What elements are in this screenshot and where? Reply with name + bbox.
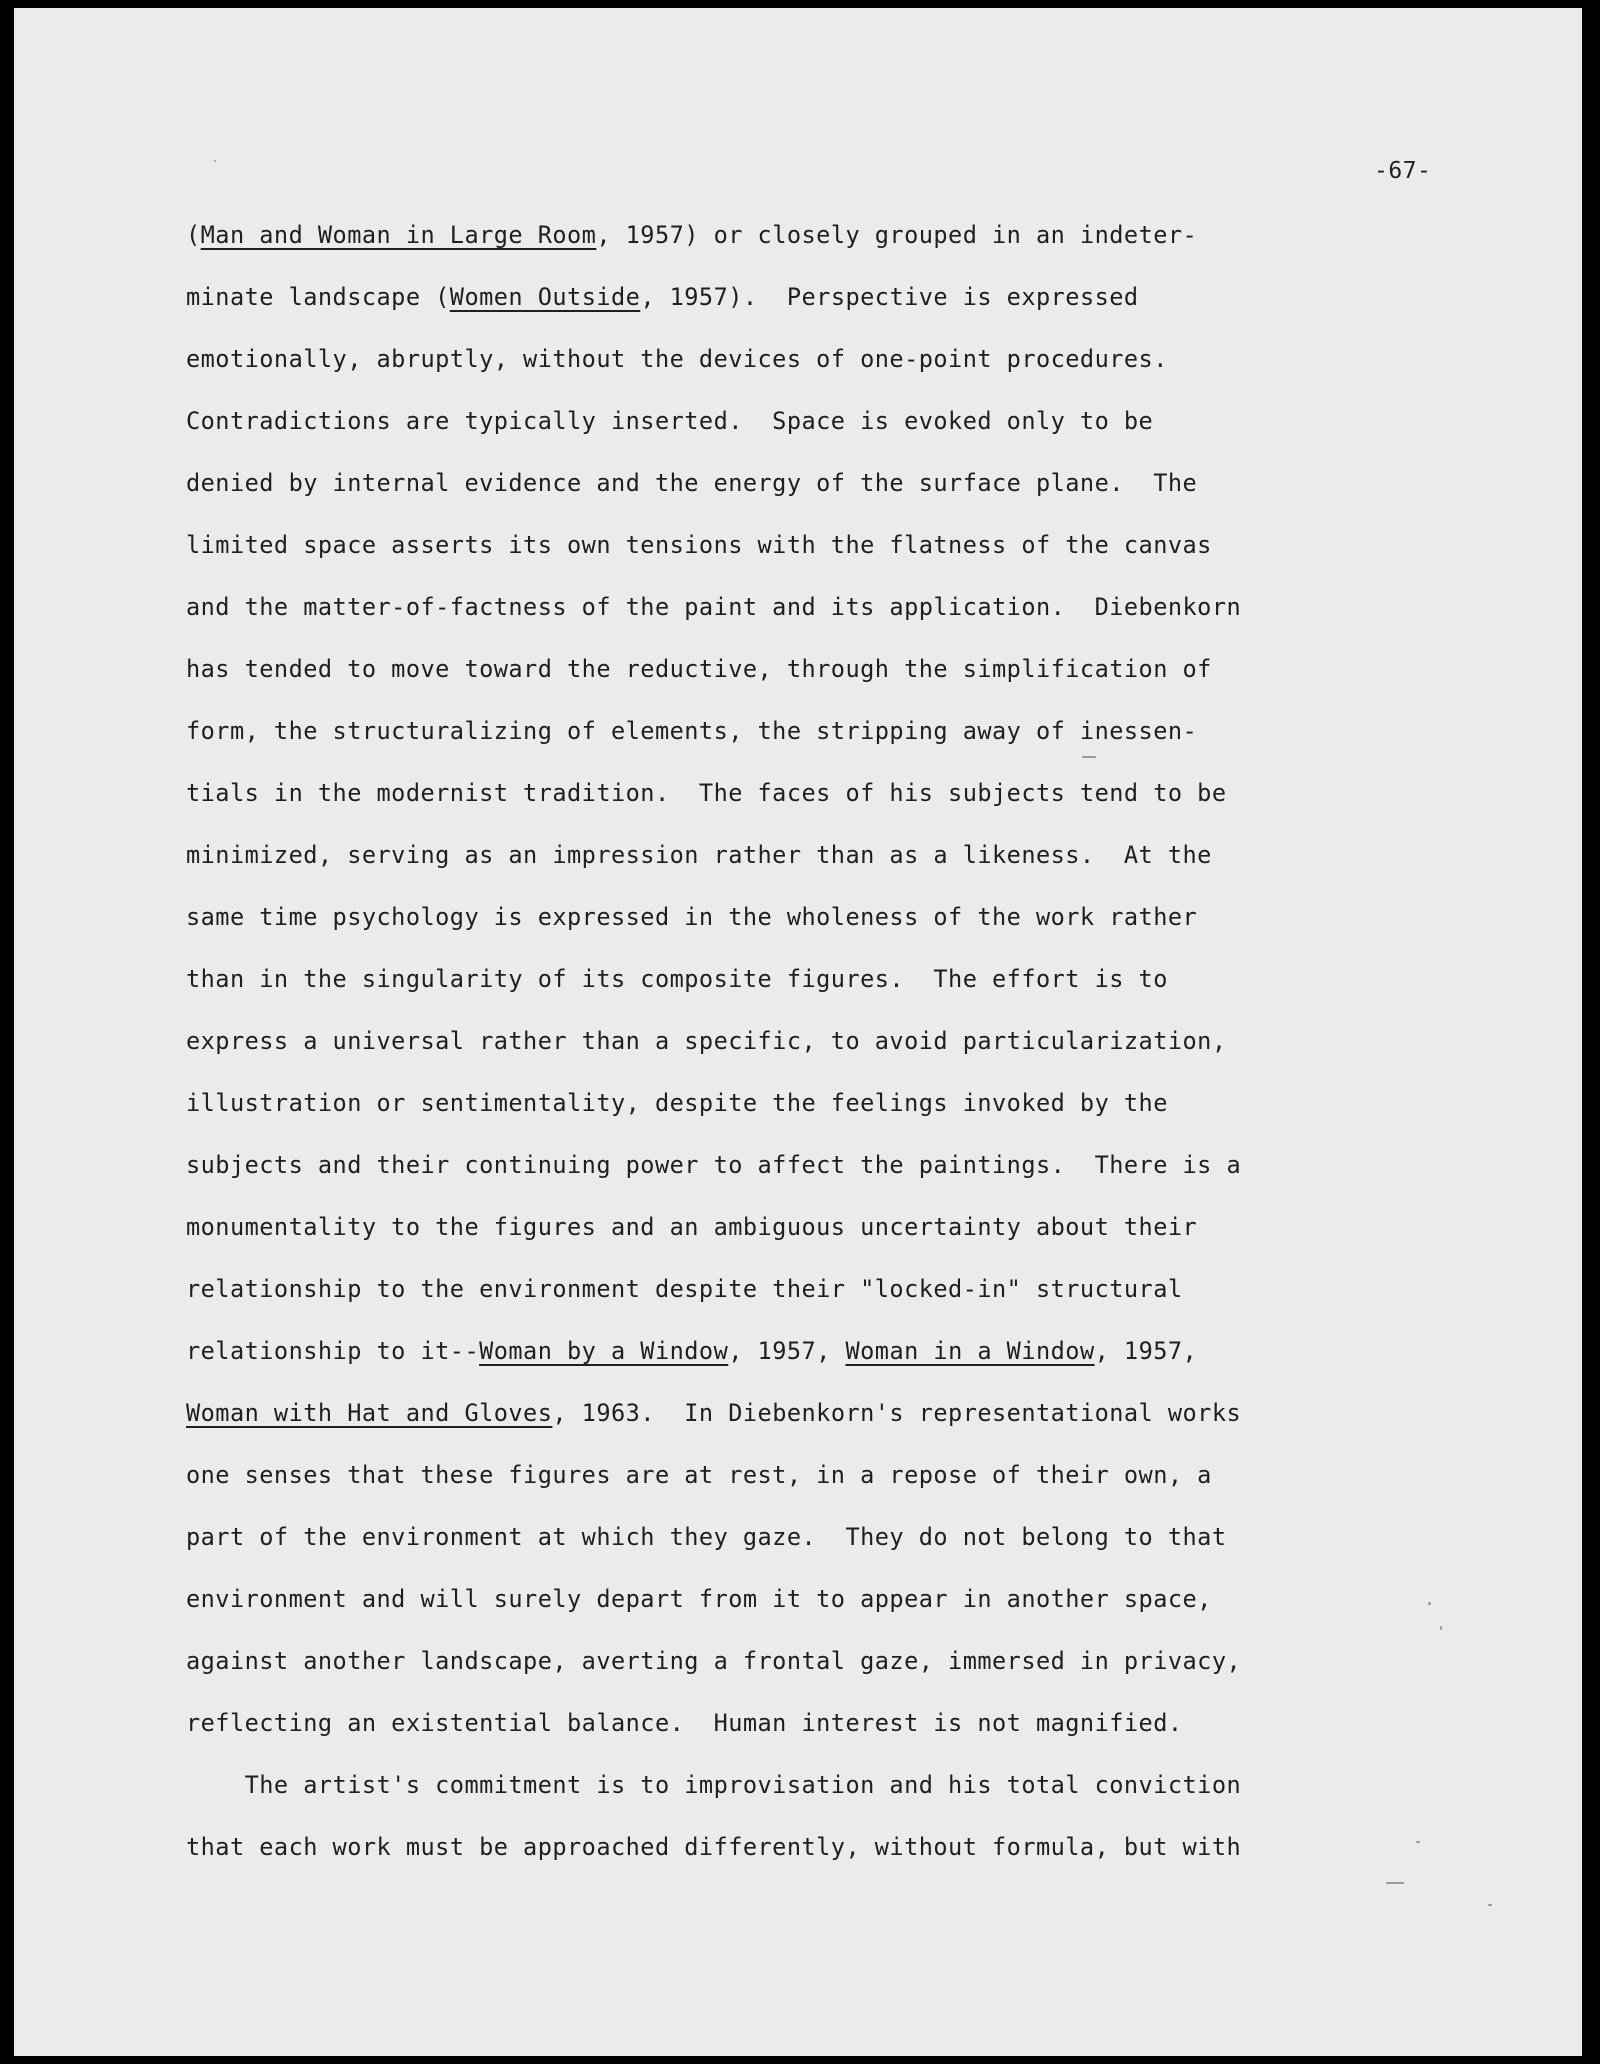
text-line [186,1630,1436,1692]
underlined-artwork-title: Woman by a Window [479,1337,729,1365]
text-line [186,1320,1436,1382]
text-segment: than in the singularity of its composite figures. The effort is to [186,965,1168,993]
text-line [186,1506,1436,1568]
text-segment: environment and will surely depart from it to appear in another space, [186,1585,1212,1613]
text-segment: subjects and their continuing power to affect the paintings. There is a [186,1151,1242,1179]
text-line [186,1816,1436,1878]
text-segment: emotionally, abruptly, without the devices of one-point procedures. [186,345,1168,373]
scan-speck [1082,756,1096,758]
text-segment: relationship to it-- [186,1337,480,1365]
scan-speck [1416,1841,1420,1843]
text-segment: one senses that these figures are at rest, in a repose of their own, a [186,1461,1212,1489]
scan-speck [1428,1602,1431,1605]
text-segment: has tended to move toward the reductive, through the simplification of [186,655,1212,683]
text-line [186,886,1436,948]
text-segment: that each work must be approached differently, without formula, but with [186,1833,1242,1861]
text-segment: reflecting an existential balance. Human interest is not magnified. [186,1709,1183,1737]
text-line [186,266,1436,328]
text-segment: express a universal rather than a specific, to avoid particularization, [186,1027,1227,1055]
text-line [186,948,1436,1010]
text-segment: Contradictions are typically inserted. Space is evoked only to be [186,407,1154,435]
text-line [186,700,1436,762]
text-segment: monumentality to the figures and an ambiguous uncertainty about their [186,1213,1198,1241]
text-line [186,1754,1436,1816]
text-segment: denied by internal evidence and the energy of the surface plane. The [186,469,1198,497]
text-line [186,1196,1436,1258]
text-segment: form, the structuralizing of elements, the stripping away of inessen- [186,717,1198,745]
text-line [186,638,1436,700]
text-segment: , 1957) or closely grouped in an indeter- [596,221,1198,249]
text-segment: , 1963. In Diebenkorn's representational works [552,1399,1242,1427]
text-segment: ( [186,221,201,249]
text-line [186,204,1436,266]
underlined-artwork-title: Man and Woman in Large Room [200,221,597,249]
text-segment: and the matter-of-factness of the paint and its application. Diebenkorn [186,593,1242,621]
text-line [186,824,1436,886]
text-line [186,514,1436,576]
text-line [186,1072,1436,1134]
page-number: -67- [1374,158,1432,184]
text-line [186,576,1436,638]
text-segment: limited space asserts its own tensions with the flatness of the canvas [186,531,1212,559]
text-line [186,328,1436,390]
text-line [186,390,1436,452]
document-page [14,8,1582,2056]
underlined-artwork-title: Woman in a Window [845,1337,1095,1365]
text-segment: against another landscape, averting a frontal gaze, immersed in privacy, [186,1647,1242,1675]
text-segment: , 1957). Perspective is expressed [640,283,1139,311]
scan-speck [1386,1882,1404,1884]
body-text [186,204,1436,1878]
text-segment: part of the environment at which they gaze. They do not belong to that [186,1523,1227,1551]
scan-speck [214,160,216,162]
text-segment: minimized, serving as an impression rather than as a likeness. At the [186,841,1212,869]
text-segment: same time psychology is expressed in the wholeness of the work rather [186,903,1198,931]
text-line [186,452,1436,514]
text-segment: , 1957, [728,1337,846,1365]
text-segment: The artist's commitment is to improvisation and his total conviction [186,1771,1242,1799]
text-line [186,1258,1436,1320]
text-segment: tials in the modernist tradition. The faces of his subjects tend to be [186,779,1227,807]
text-segment: relationship to the environment despite their "locked-in" structural [186,1275,1183,1303]
text-segment: , 1957, [1094,1337,1198,1365]
text-line [186,1692,1436,1754]
underlined-artwork-title: Woman with Hat and Gloves [186,1399,553,1427]
text-line [186,1444,1436,1506]
scan-speck [1440,1626,1442,1630]
text-line [186,1568,1436,1630]
text-line [186,762,1436,824]
text-segment: illustration or sentimentality, despite the feelings invoked by the [186,1089,1168,1117]
text-line [186,1134,1436,1196]
text-line [186,1382,1436,1444]
underlined-artwork-title: Women Outside [449,283,641,311]
text-line [186,1010,1436,1072]
text-segment: minate landscape ( [186,283,450,311]
scan-speck [1488,1904,1492,1906]
